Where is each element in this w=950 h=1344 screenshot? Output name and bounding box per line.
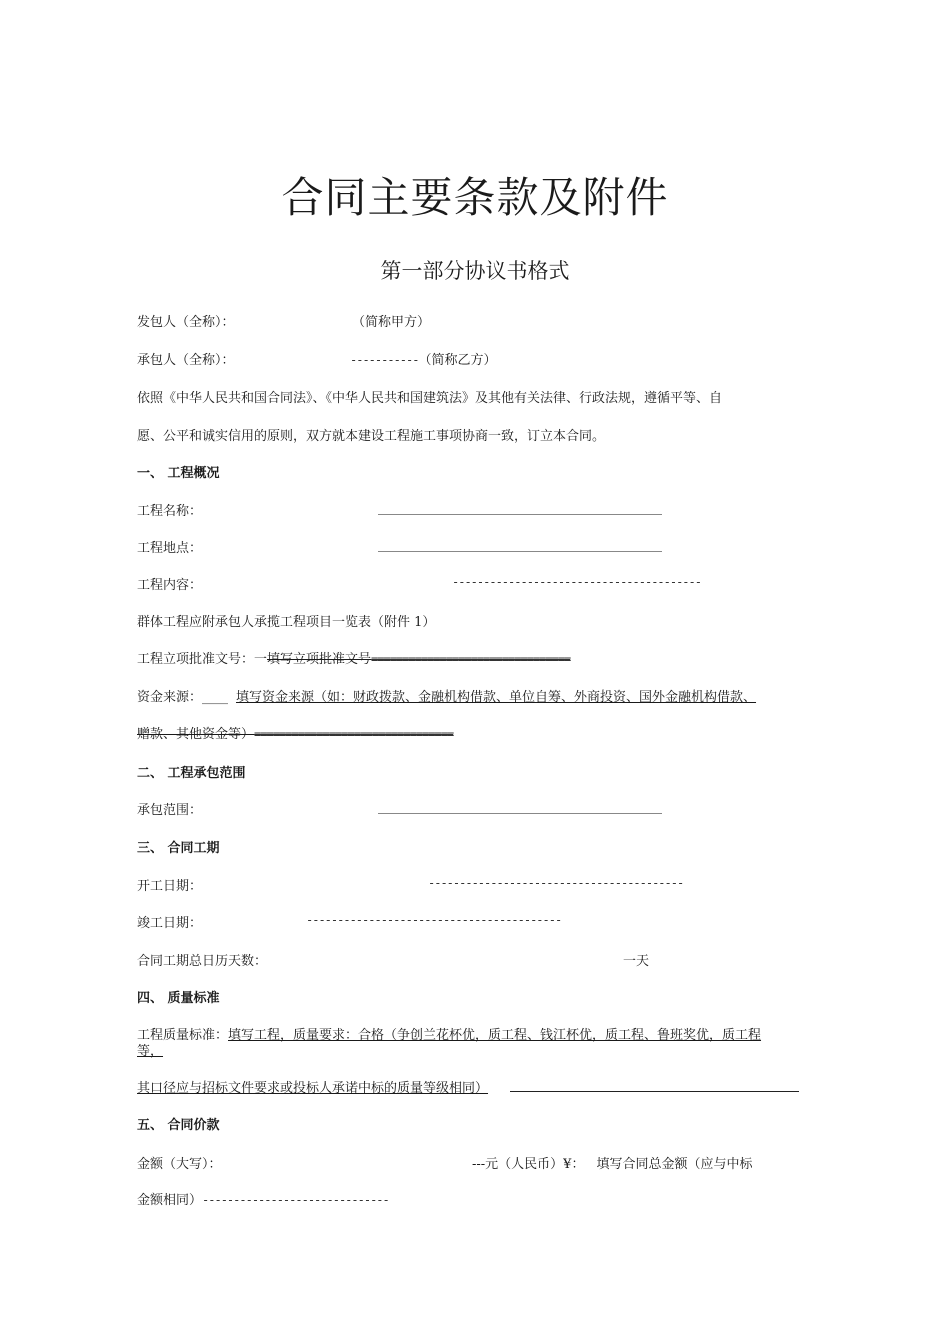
scope-label: 承包范围： bbox=[137, 803, 203, 818]
document-title: 合同主要条款及附件 bbox=[281, 173, 669, 222]
quality-fill-1[interactable]: 填写工程，质量要求：合格（争创兰花杯优，质工程、钱江杯优，质工程、鲁班奖优，质工程 bbox=[228, 1028, 762, 1043]
approval-fill[interactable]: 填写立项批准文号 bbox=[267, 652, 372, 667]
approval-label: 工程立项批准文号： bbox=[137, 652, 255, 667]
party-a-label: 发包人（全称）： bbox=[137, 315, 235, 330]
funds-dashes: ================================ bbox=[254, 727, 454, 741]
approval-prefix: 一 bbox=[254, 652, 268, 667]
quality-underline bbox=[510, 1091, 799, 1092]
group-project-note: 群体工程应附承包人承揽工程项目一览表（附件 1） bbox=[137, 615, 436, 630]
quality-line-2 bbox=[137, 1040, 163, 1059]
quality-fill-2[interactable]: 等， bbox=[137, 1044, 164, 1059]
amount-line-2-text: 金额相同） bbox=[137, 1193, 203, 1208]
party-b-abbr: （简称乙方） bbox=[418, 353, 497, 368]
section-5-heading: 五、 合同价款 bbox=[137, 1118, 220, 1133]
intro-line-1: 依照《中华人民共和国合同法》、《中华人民共和国建筑法》及其他有关法律、行政法规，遵循平等、自 bbox=[137, 391, 723, 406]
quality-label: 工程质量标准： bbox=[137, 1028, 229, 1043]
amount-dashes: ------------------------------ bbox=[202, 1193, 389, 1207]
approval-line bbox=[137, 648, 570, 667]
total-days-value[interactable]: 一天 bbox=[623, 954, 650, 969]
project-name-label: 工程名称： bbox=[137, 504, 203, 519]
quality-line-1 bbox=[137, 1024, 761, 1043]
funds-line-2 bbox=[137, 723, 453, 742]
approval-dashes: ================================ bbox=[371, 652, 571, 666]
project-name-field[interactable] bbox=[378, 514, 662, 515]
start-date-label: 开工日期： bbox=[137, 879, 203, 894]
party-a-abbr: （简称甲方） bbox=[352, 315, 431, 330]
party-b-line bbox=[350, 349, 497, 368]
document-subtitle: 第一部分协议书格式 bbox=[380, 259, 570, 283]
project-content-label: 工程内容： bbox=[137, 578, 203, 593]
amount-mid: ---元（人民币）¥： bbox=[472, 1157, 585, 1172]
project-location-field[interactable] bbox=[378, 551, 662, 552]
party-b-dashes: ----------- bbox=[350, 353, 419, 367]
start-date-field[interactable]: ----------------------------------------- bbox=[428, 876, 684, 890]
section-3-heading: 三、 合同工期 bbox=[137, 841, 220, 856]
section-1-heading: 一、 工程概况 bbox=[137, 466, 220, 481]
amount-label: 金额（大写）： bbox=[137, 1157, 222, 1172]
end-date-label: 竣工日期： bbox=[137, 916, 203, 931]
amount-line-2 bbox=[137, 1189, 389, 1208]
quality-line-3 bbox=[137, 1077, 488, 1096]
funds-label: 资金来源： bbox=[137, 690, 203, 705]
funds-blank: ____ bbox=[202, 690, 229, 705]
scope-field[interactable] bbox=[378, 813, 662, 814]
funds-fill-1[interactable]: 填写资金来源（如：财政拨款、金融机构借款、单位自筹、外商投资、国外金融机构借款、 bbox=[236, 690, 757, 705]
quality-fill-3[interactable]: 其口径应与招标文件要求或投标人承诺中标的质量等级相同） bbox=[137, 1081, 489, 1096]
funds-line-1 bbox=[137, 686, 756, 705]
intro-line-2: 愿、公平和诚实信用的原则，双方就本建设工程施工事项协商一致，订立本合同。 bbox=[137, 429, 606, 444]
total-days-label: 合同工期总日历天数： bbox=[137, 954, 268, 969]
section-4-heading: 四、 质量标准 bbox=[137, 991, 220, 1006]
project-content-field[interactable]: ---------------------------------------- bbox=[452, 575, 701, 589]
section-2-heading: 二、 工程承包范围 bbox=[137, 766, 246, 781]
funds-fill-2[interactable]: 赠款、其他资金等） bbox=[137, 727, 255, 742]
party-b-label: 承包人（全称）： bbox=[137, 353, 235, 368]
amount-fill[interactable]: 填写合同总金额（应与中标 bbox=[596, 1157, 753, 1172]
project-location-label: 工程地点： bbox=[137, 541, 203, 556]
end-date-field[interactable]: ----------------------------------------- bbox=[306, 913, 562, 927]
amount-line bbox=[472, 1153, 752, 1172]
